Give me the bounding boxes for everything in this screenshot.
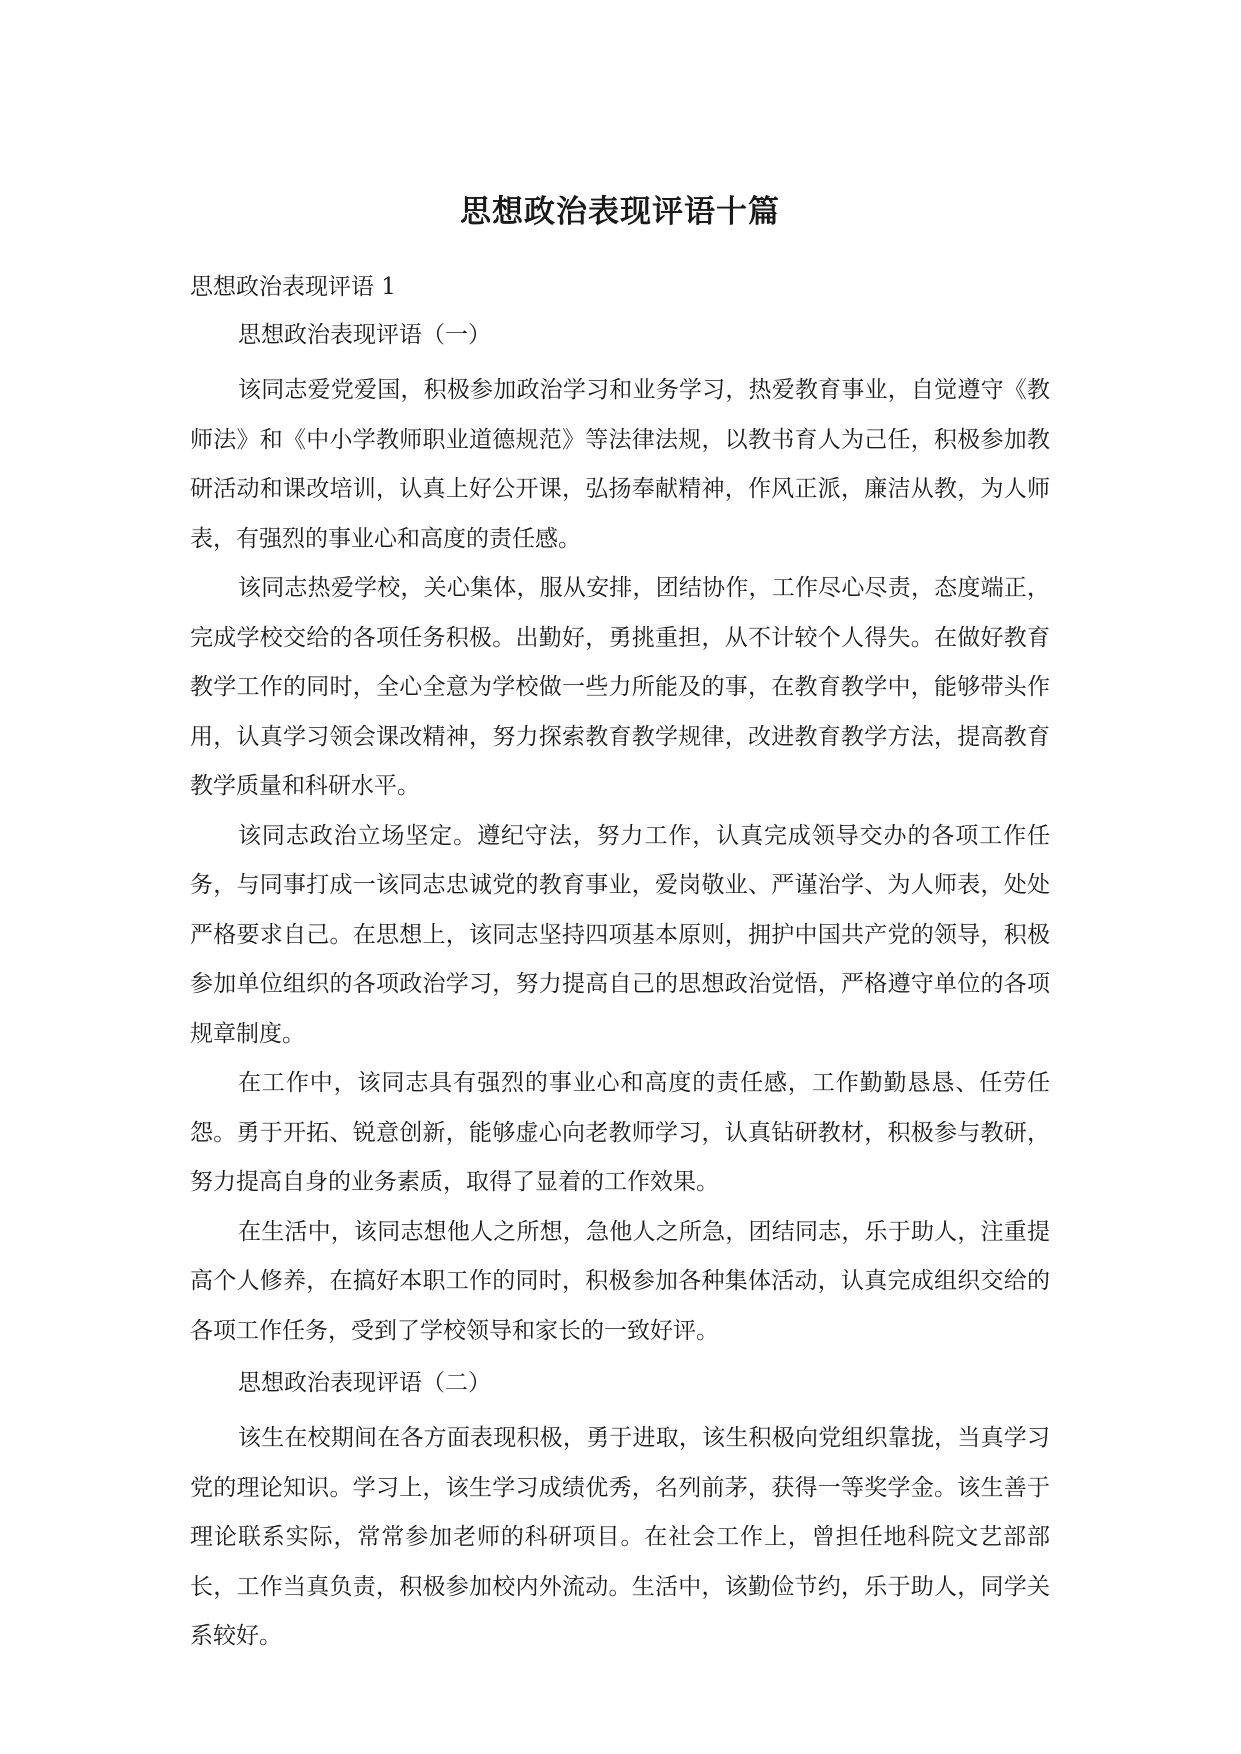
paragraph: 该同志爱党爱国，积极参加政治学习和业务学习，热爱教育事业，自觉遵守《教师法》和《中小学教师职业道德规范》等法律法规，以教书育人为己任，积极参加教研活动和课改培训，认真上好公开课，弘扬奉献精神，作风正派，廉洁从教，为人师表，有强烈的事业心和高度的责任感。 [190, 377, 1050, 552]
sub-heading-1: 思想政治表现评语（一） [238, 322, 491, 348]
paragraph: 该同志热爱学校，关心集体，服从安排，团结协作，工作尽心尽责，态度端正，完成学校交给的各项任务积极。出勤好，勇挑重担，从不计较个人得失。在做好教育教学工作的同时，全心全意为学校做一些力所能及的事，在教育教学中，能够带头作用，认真学习领会课改精神，努力探索教育教学规律，改进教育教学方法，提高教育教学质量和科研水平。 [190, 575, 1050, 799]
paragraph: 在生活中，该同志想他人之所想，急他人之所急，团结同志，乐于助人，注重提高个人修养，在搞好本职工作的同时，积极参加各种集体活动，认真完成组织交给的各项工作任务，受到了学校领导和家长的一致好评。 [190, 1218, 1050, 1344]
paragraph: 该同志政治立场坚定。遵纪守法，努力工作，认真完成领导交办的各项工作任务，与同事打成一该同志忠诚党的教育事业，爱岗敬业、严谨治学、为人师表，处处严格要求自己。在思想上，该同志坚持四项基本原则，拥护中国共产党的领导，积极参加单位组织的各项政治学习，努力提高自己的思想政治觉悟，严格遵守单位的各项规章制度。 [190, 822, 1050, 1047]
document-body [190, 188, 1050, 1662]
paragraph: 在工作中，该同志具有强烈的事业心和高度的责任感，工作勤勤恳恳、任劳任怨。勇于开拓、锐意创新，能够虚心向老教师学习，认真钻研教材，积极参与教研，努力提高自身的业务素质，取得了显着的工作效果。 [190, 1070, 1050, 1195]
document-title: 思想政治表现评语十篇 [460, 194, 780, 230]
paragraph: 该生在校期间在各方面表现积极，勇于进取，该生积极向党组织靠拢，当真学习党的理论知识。学习上，该生学习成绩优秀，名列前茅，获得一等奖学金。该生善于理论联系实际，常常参加老师的科研项目。在社会工作上，曾担任地科院文艺部部长，工作当真负责，积极参加校内外流动。生活中，该勤俭节约，乐于助人，同学关系较好。 [190, 1425, 1050, 1649]
sub-heading-2: 思想政治表现评语（二） [238, 1370, 491, 1396]
section-heading: 思想政治表现评语 1 [190, 274, 396, 300]
